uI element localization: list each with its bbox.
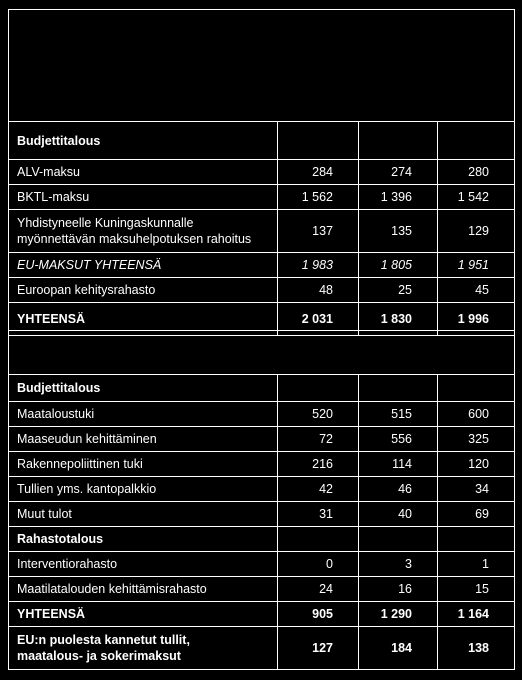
total-value: 1 164 <box>438 602 515 627</box>
row-label-line2: maatalous- ja sokerimaksut <box>17 649 181 663</box>
cell-value: 138 <box>438 627 515 670</box>
total-label: YHTEENSÄ <box>9 303 278 336</box>
row-label: ALV-maksu <box>9 160 278 185</box>
row-label: Interventiorahasto <box>9 552 278 577</box>
cell-value: 216 <box>278 452 359 477</box>
table-row <box>9 253 515 278</box>
table-header-blank <box>9 331 515 375</box>
cell-value: 16 <box>359 577 438 602</box>
cell-value: 274 <box>359 160 438 185</box>
cell-value: 120 <box>438 452 515 477</box>
row-label: Rakennepoliittinen tuki <box>9 452 278 477</box>
row-label <box>9 210 278 253</box>
cell-value: 1 951 <box>438 253 515 278</box>
blank-cell <box>438 122 515 160</box>
cell-value: 0 <box>278 552 359 577</box>
total-row <box>9 602 515 627</box>
cell-value: 15 <box>438 577 515 602</box>
cell-value: 1 396 <box>359 185 438 210</box>
cell-value: 34 <box>438 477 515 502</box>
cell-value: 1 562 <box>278 185 359 210</box>
row-label: Maatilatalouden kehittämisrahasto <box>9 577 278 602</box>
total-value: 1 996 <box>438 303 515 336</box>
payments-table <box>8 9 515 336</box>
cell-value: 3 <box>359 552 438 577</box>
table-row <box>9 502 515 527</box>
table-row <box>9 210 515 253</box>
cell-value: 325 <box>438 427 515 452</box>
blank-cell <box>359 375 438 402</box>
cell-value: 69 <box>438 502 515 527</box>
total-label: YHTEENSÄ <box>9 602 278 627</box>
blank-cell <box>359 122 438 160</box>
table-row <box>9 477 515 502</box>
row-label: Tullien yms. kantopalkkio <box>9 477 278 502</box>
cell-value: 1 542 <box>438 185 515 210</box>
total-value: 1 290 <box>359 602 438 627</box>
row-label: Muut tulot <box>9 502 278 527</box>
cell-value: 600 <box>438 402 515 427</box>
row-label: BKTL-maksu <box>9 185 278 210</box>
cell-value: 114 <box>359 452 438 477</box>
section-heading-row <box>9 122 515 160</box>
total-value: 1 830 <box>359 303 438 336</box>
cell-value: 520 <box>278 402 359 427</box>
table-row <box>9 278 515 303</box>
blank-cell <box>278 122 359 160</box>
table-row <box>9 552 515 577</box>
cell-value: 280 <box>438 160 515 185</box>
cell-value: 25 <box>359 278 438 303</box>
receipts-table <box>8 330 515 670</box>
cell-value: 127 <box>278 627 359 670</box>
total-value: 905 <box>278 602 359 627</box>
cell-value: 1 <box>438 552 515 577</box>
cell-value: 48 <box>278 278 359 303</box>
section-heading: Budjettitalous <box>9 122 278 160</box>
section-heading-row <box>9 527 515 552</box>
cell-value: 1 983 <box>278 253 359 278</box>
cell-value: 40 <box>359 502 438 527</box>
table-header-blank <box>9 10 515 122</box>
cell-value: 46 <box>359 477 438 502</box>
section-heading: Rahastotalous <box>9 527 278 552</box>
cell-value: 72 <box>278 427 359 452</box>
row-label-line2: myönnettävän maksuhelpotuksen rahoitus <box>17 232 252 246</box>
cell-value: 45 <box>438 278 515 303</box>
cell-value: 135 <box>359 210 438 253</box>
blank-cell <box>438 375 515 402</box>
cell-value: 515 <box>359 402 438 427</box>
cell-value: 42 <box>278 477 359 502</box>
table-row <box>9 427 515 452</box>
cell-value: 184 <box>359 627 438 670</box>
blank-cell <box>278 375 359 402</box>
blank-cell <box>359 527 438 552</box>
cell-value: 556 <box>359 427 438 452</box>
cell-value: 1 805 <box>359 253 438 278</box>
table-row <box>9 402 515 427</box>
section-heading: Budjettitalous <box>9 375 278 402</box>
cell-value: 31 <box>278 502 359 527</box>
row-label: Maaseudun kehittäminen <box>9 427 278 452</box>
cell-value: 137 <box>278 210 359 253</box>
table-row <box>9 160 515 185</box>
row-label-line1: Yhdistyneelle Kuningaskunnalle <box>17 216 194 230</box>
section-heading-row <box>9 375 515 402</box>
total-value: 2 031 <box>278 303 359 336</box>
customs-row <box>9 627 515 670</box>
table-row <box>9 577 515 602</box>
cell-value: 284 <box>278 160 359 185</box>
row-label: Euroopan kehitysrahasto <box>9 278 278 303</box>
header-cell <box>9 10 515 122</box>
cell-value: 129 <box>438 210 515 253</box>
row-label <box>9 627 278 670</box>
blank-cell <box>438 527 515 552</box>
table-row <box>9 452 515 477</box>
header-cell <box>9 331 515 375</box>
blank-cell <box>278 527 359 552</box>
row-label: Maataloustuki <box>9 402 278 427</box>
cell-value: 24 <box>278 577 359 602</box>
row-label-line1: EU:n puolesta kannetut tullit, <box>17 633 190 647</box>
table-row <box>9 185 515 210</box>
row-label: EU-MAKSUT YHTEENSÄ <box>9 253 278 278</box>
